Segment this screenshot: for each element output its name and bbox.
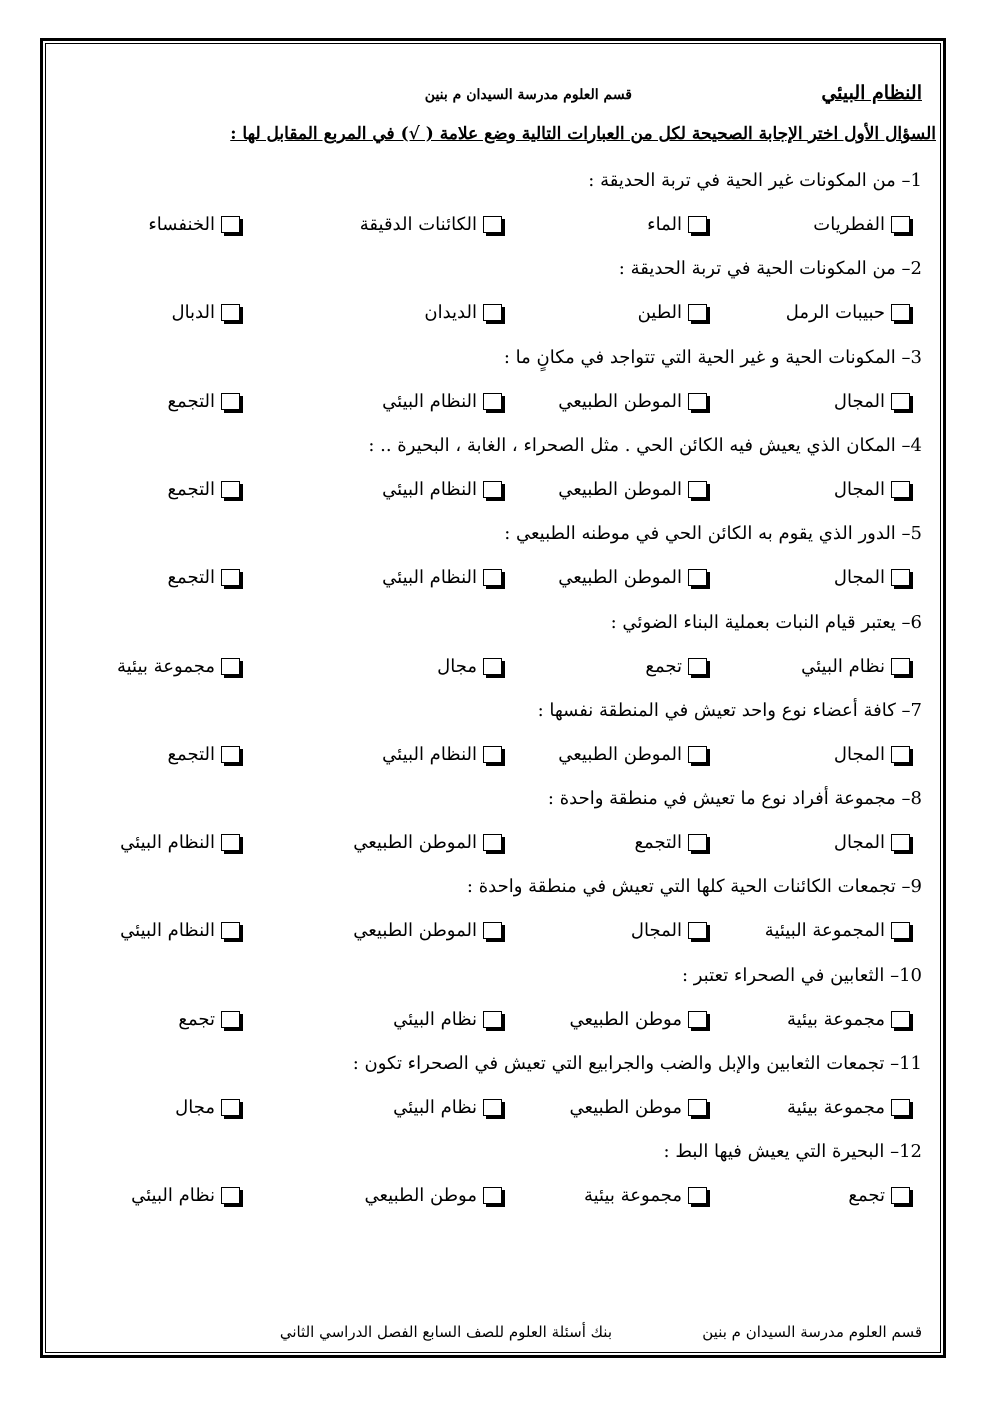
checkbox[interactable] bbox=[688, 746, 707, 763]
question-dash: – bbox=[895, 170, 911, 191]
option-label: التجمع bbox=[634, 832, 682, 854]
checkbox[interactable] bbox=[891, 393, 910, 410]
question-number: 5 bbox=[910, 523, 922, 545]
option-label: المجال bbox=[833, 832, 885, 854]
option-label: نظام البيئي bbox=[393, 1097, 477, 1118]
question-dash: – bbox=[884, 1141, 900, 1163]
checkbox[interactable] bbox=[221, 658, 240, 675]
checkbox[interactable] bbox=[891, 658, 910, 675]
question-number: 12 bbox=[899, 1141, 922, 1163]
option-label: الخنفساء bbox=[148, 214, 215, 235]
answer-option[interactable] bbox=[382, 567, 502, 588]
checkbox[interactable] bbox=[483, 393, 502, 410]
question-dash: – bbox=[895, 346, 911, 368]
question-text bbox=[504, 523, 922, 544]
question-text bbox=[588, 170, 922, 191]
option-label: الطين bbox=[637, 302, 682, 324]
answer-option[interactable] bbox=[365, 1185, 503, 1206]
answer-option[interactable] bbox=[120, 920, 240, 941]
option-label: المجال bbox=[630, 920, 682, 942]
option-label: المجال bbox=[833, 390, 885, 412]
answer-option[interactable] bbox=[834, 832, 910, 853]
answer-option[interactable] bbox=[786, 302, 910, 323]
checkbox[interactable] bbox=[688, 569, 707, 586]
answer-option[interactable] bbox=[558, 744, 707, 765]
answer-option[interactable] bbox=[171, 302, 240, 323]
answer-option[interactable] bbox=[631, 920, 707, 941]
option-label: النظام البيئي bbox=[120, 832, 215, 854]
question-dash: – bbox=[895, 258, 911, 280]
question-text bbox=[664, 1141, 922, 1162]
checkbox[interactable] bbox=[891, 216, 910, 233]
option-label: الموطن الطبيعي bbox=[558, 743, 682, 765]
checkbox[interactable] bbox=[688, 216, 707, 233]
question-text bbox=[353, 1053, 922, 1074]
checkbox[interactable] bbox=[221, 1011, 240, 1028]
answer-option[interactable] bbox=[424, 302, 502, 323]
option-label: الديدان bbox=[424, 302, 477, 324]
answer-option[interactable] bbox=[584, 1185, 707, 1206]
answer-option[interactable] bbox=[393, 1009, 502, 1030]
option-label: الدبال bbox=[171, 302, 215, 324]
answer-option[interactable] bbox=[558, 567, 707, 588]
answer-option[interactable] bbox=[787, 1097, 910, 1118]
option-label: الموطن الطبيعي bbox=[353, 920, 477, 942]
checkbox[interactable] bbox=[221, 569, 240, 586]
answer-option[interactable] bbox=[645, 656, 707, 677]
checkbox[interactable] bbox=[483, 216, 502, 233]
answer-option[interactable] bbox=[148, 214, 240, 235]
option-label: الكائنات الدقيقة bbox=[359, 214, 477, 235]
question-number: 3 bbox=[910, 346, 922, 368]
answer-option[interactable] bbox=[647, 214, 707, 235]
option-label: الموطن الطبيعي bbox=[558, 567, 682, 589]
answer-option[interactable] bbox=[558, 391, 707, 412]
answer-option[interactable] bbox=[570, 1097, 708, 1118]
checkbox[interactable] bbox=[891, 1011, 910, 1028]
answer-option[interactable] bbox=[167, 479, 240, 500]
question-statement: من المكونات غير الحية في تربة الحديقة : bbox=[588, 170, 896, 191]
question-number: 8 bbox=[910, 788, 922, 810]
answer-option[interactable] bbox=[638, 302, 707, 323]
answer-option[interactable] bbox=[167, 391, 240, 412]
question-statement: من المكونات الحية في تربة الحديقة : bbox=[618, 258, 896, 280]
question-dash: – bbox=[895, 876, 911, 898]
checkbox[interactable] bbox=[891, 1187, 910, 1204]
answer-option[interactable] bbox=[787, 1009, 910, 1030]
checkbox[interactable] bbox=[891, 922, 910, 939]
checkbox[interactable] bbox=[688, 922, 707, 939]
checkbox[interactable] bbox=[891, 746, 910, 763]
answer-option[interactable] bbox=[834, 479, 910, 500]
department-header: قسم العلوم مدرسة السيدان م بنين bbox=[424, 87, 632, 103]
answer-option[interactable] bbox=[120, 832, 240, 853]
checkbox[interactable] bbox=[221, 1187, 240, 1204]
answer-option[interactable] bbox=[558, 479, 707, 500]
answer-option[interactable] bbox=[167, 744, 240, 765]
checkbox[interactable] bbox=[221, 1099, 240, 1116]
answer-option[interactable] bbox=[393, 1097, 502, 1118]
question-dash: – bbox=[895, 788, 911, 810]
question-statement: الثعابين في الصحراء تعتبر : bbox=[681, 964, 885, 986]
checkbox[interactable] bbox=[483, 1187, 502, 1204]
checkbox[interactable] bbox=[891, 481, 910, 498]
question-text bbox=[611, 612, 922, 633]
answer-option[interactable] bbox=[437, 656, 502, 677]
answer-option[interactable] bbox=[382, 391, 502, 412]
option-label: المجال bbox=[833, 743, 885, 765]
question-text bbox=[538, 700, 922, 721]
answer-option[interactable] bbox=[360, 214, 502, 235]
option-label: تجمع bbox=[645, 655, 682, 677]
answer-option[interactable] bbox=[131, 1185, 240, 1206]
question-dash: – bbox=[895, 523, 911, 545]
answer-option[interactable] bbox=[634, 832, 707, 853]
answer-option[interactable] bbox=[801, 656, 910, 677]
checkbox[interactable] bbox=[221, 834, 240, 851]
checkbox[interactable] bbox=[483, 746, 502, 763]
option-label: مجموعة بيئية bbox=[116, 655, 215, 677]
answer-option[interactable] bbox=[848, 1185, 910, 1206]
checkbox[interactable] bbox=[891, 304, 910, 321]
checkbox[interactable] bbox=[891, 569, 910, 586]
checkbox[interactable] bbox=[688, 1011, 707, 1028]
option-label: الفطريات bbox=[813, 214, 885, 235]
checkbox[interactable] bbox=[688, 834, 707, 851]
answer-option[interactable] bbox=[382, 744, 502, 765]
question-statement: المكونات الحية و غير الحية التي تتواجد في مكانٍ ما : bbox=[503, 346, 896, 368]
question-text bbox=[619, 258, 922, 279]
checkbox[interactable] bbox=[688, 304, 707, 321]
checkbox[interactable] bbox=[483, 481, 502, 498]
checkbox[interactable] bbox=[483, 1099, 502, 1116]
checkbox[interactable] bbox=[688, 1099, 707, 1116]
checkbox[interactable] bbox=[221, 304, 240, 321]
option-label: المجموعة البيئية bbox=[764, 920, 885, 942]
option-label: الموطن الطبيعي bbox=[558, 478, 682, 500]
question-text bbox=[682, 965, 922, 986]
answer-option[interactable] bbox=[813, 214, 910, 235]
question-number: 10 bbox=[899, 964, 922, 986]
option-label: الموطن الطبيعي bbox=[353, 832, 477, 854]
checkbox[interactable] bbox=[221, 393, 240, 410]
question-statement: البحيرة التي يعيش فيها البط : bbox=[663, 1141, 885, 1163]
option-label: نظام البيئي bbox=[393, 1008, 477, 1030]
checkbox[interactable] bbox=[221, 481, 240, 498]
question-number: 2 bbox=[910, 258, 922, 280]
question-statement: يعتبر قيام النبات بعملية البناء الضوئي : bbox=[610, 611, 896, 633]
option-label: حبيبات الرمل bbox=[785, 302, 885, 324]
option-label: موطن الطبيعي bbox=[569, 1008, 682, 1030]
checkbox[interactable] bbox=[688, 481, 707, 498]
question-dash: – bbox=[895, 611, 911, 633]
checkbox[interactable] bbox=[891, 1099, 910, 1116]
option-label: مجموعة بيئية bbox=[786, 1097, 885, 1118]
question-statement: كافة أعضاء نوع واحد تعيش في المنطقة نفسها : bbox=[537, 699, 896, 721]
checkbox[interactable] bbox=[891, 834, 910, 851]
page-title: النظام البيئي bbox=[821, 82, 922, 104]
question-text bbox=[467, 876, 922, 897]
question-dash: – bbox=[884, 1053, 900, 1074]
question-statement: المكان الذي يعيش فيه الكائن الحي . مثل الصحراء ، الغابة ، البحيرة .. : bbox=[368, 434, 896, 456]
checkbox[interactable] bbox=[221, 922, 240, 939]
answer-option[interactable] bbox=[175, 1097, 240, 1118]
answer-option[interactable] bbox=[382, 479, 502, 500]
option-label: تجمع bbox=[848, 1185, 885, 1207]
checkbox[interactable] bbox=[483, 922, 502, 939]
checkbox[interactable] bbox=[688, 1187, 707, 1204]
answer-option[interactable] bbox=[834, 744, 910, 765]
answer-option[interactable] bbox=[570, 1009, 708, 1030]
footer-bank-title: بنك أسئلة العلوم للصف السابع الفصل الدراسي الثاني bbox=[279, 1323, 612, 1341]
question-number: 4 bbox=[910, 434, 922, 456]
option-label: التجمع bbox=[167, 743, 215, 765]
answer-option[interactable] bbox=[353, 832, 502, 853]
option-label: مجال bbox=[175, 1097, 215, 1118]
option-label: موطن الطبيعي bbox=[364, 1185, 477, 1207]
checkbox[interactable] bbox=[483, 658, 502, 675]
answer-option[interactable] bbox=[167, 567, 240, 588]
option-label: نظام البيئي bbox=[131, 1185, 215, 1207]
checkbox[interactable] bbox=[688, 658, 707, 675]
option-label: النظام البيئي bbox=[382, 743, 477, 765]
question-instruction: السؤال الأول اختر الإجابة الصحيحة لكل من العبارات التالية وضع علامة ( √) في المربع المقابل لها : bbox=[230, 124, 936, 144]
option-label: نظام البيئي bbox=[801, 655, 885, 677]
question-number: 11 bbox=[899, 1053, 922, 1074]
question-text bbox=[548, 788, 922, 809]
option-label: النظام البيئي bbox=[382, 390, 477, 412]
answer-option[interactable] bbox=[353, 920, 502, 941]
checkbox[interactable] bbox=[483, 834, 502, 851]
question-dash: – bbox=[884, 964, 900, 986]
option-label: النظام البيئي bbox=[382, 478, 477, 500]
checkbox[interactable] bbox=[688, 393, 707, 410]
option-label: مجال bbox=[437, 655, 477, 677]
option-label: مجموعة بيئية bbox=[786, 1008, 885, 1030]
option-label: التجمع bbox=[167, 390, 215, 412]
answer-option[interactable] bbox=[834, 391, 910, 412]
question-statement: تجمعات الكائنات الحية كلها التي تعيش في منطقة واحدة : bbox=[466, 876, 896, 898]
option-label: التجمع bbox=[167, 478, 215, 500]
checkbox[interactable] bbox=[483, 569, 502, 586]
question-text bbox=[504, 347, 922, 368]
footer-department: قسم العلوم مدرسة السيدان م بنين bbox=[702, 1323, 922, 1341]
question-statement: مجموعة أفراد نوع ما تعيش في منطقة واحدة : bbox=[547, 788, 896, 810]
option-label: موطن الطبيعي bbox=[569, 1097, 682, 1118]
checkbox[interactable] bbox=[221, 216, 240, 233]
option-label: الموطن الطبيعي bbox=[558, 390, 682, 412]
question-dash: – bbox=[895, 699, 911, 721]
question-statement: تجمعات الثعابين والإبل والضب والجرابيع التي تعيش في الصحراء تكون : bbox=[352, 1053, 885, 1074]
question-statement: الدور الذي يقوم به الكائن الحي في موطنه الطبيعي : bbox=[504, 523, 896, 545]
question-text bbox=[368, 435, 922, 456]
checkbox[interactable] bbox=[221, 746, 240, 763]
question-number: 9 bbox=[910, 876, 922, 898]
option-label: الماء bbox=[647, 214, 682, 235]
question-number: 1 bbox=[910, 170, 922, 191]
question-number: 6 bbox=[910, 611, 922, 633]
option-label: تجمع bbox=[178, 1008, 215, 1030]
option-label: المجال bbox=[833, 478, 885, 500]
answer-option[interactable] bbox=[834, 567, 910, 588]
option-label: النظام البيئي bbox=[120, 920, 215, 942]
question-dash: – bbox=[895, 434, 911, 456]
option-label: التجمع bbox=[167, 567, 215, 589]
question-number: 7 bbox=[910, 699, 922, 721]
answer-option[interactable] bbox=[178, 1009, 240, 1030]
answer-option[interactable] bbox=[117, 656, 240, 677]
option-label: مجموعة بيئية bbox=[583, 1185, 682, 1207]
checkbox[interactable] bbox=[483, 1011, 502, 1028]
option-label: المجال bbox=[833, 567, 885, 589]
answer-option[interactable] bbox=[765, 920, 910, 941]
option-label: النظام البيئي bbox=[382, 567, 477, 589]
checkbox[interactable] bbox=[483, 304, 502, 321]
